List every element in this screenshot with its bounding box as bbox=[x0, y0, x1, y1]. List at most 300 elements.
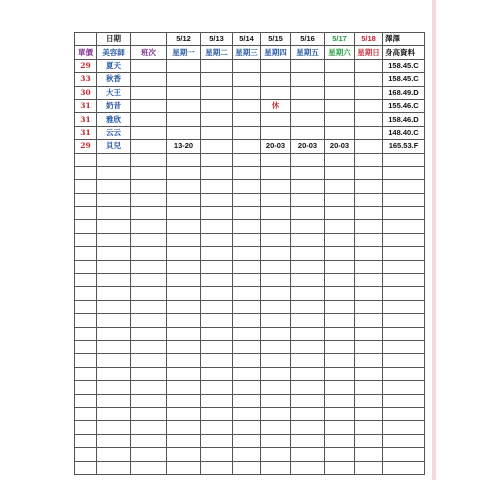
empty-cell bbox=[261, 407, 291, 420]
empty-row bbox=[75, 407, 425, 420]
empty-row bbox=[75, 193, 425, 206]
empty-row bbox=[75, 260, 425, 273]
beautician-name-cell: 夏天 bbox=[97, 59, 131, 72]
empty-cell bbox=[167, 287, 201, 300]
empty-row bbox=[75, 381, 425, 394]
empty-row bbox=[75, 461, 425, 474]
table-row bbox=[75, 140, 425, 153]
empty-cell bbox=[233, 327, 261, 340]
empty-cell bbox=[325, 247, 355, 260]
schedule-cell: 休 bbox=[261, 99, 291, 112]
empty-cell bbox=[167, 434, 201, 447]
schedule-cell bbox=[167, 126, 201, 139]
schedule-cell bbox=[167, 99, 201, 112]
empty-cell bbox=[97, 367, 131, 380]
empty-cell bbox=[97, 340, 131, 353]
empty-cell bbox=[383, 434, 425, 447]
empty-cell bbox=[383, 260, 425, 273]
schedule-cell bbox=[233, 99, 261, 112]
empty-row bbox=[75, 434, 425, 447]
empty-cell bbox=[131, 287, 167, 300]
schedule-cell: 13-20 bbox=[167, 140, 201, 153]
empty-cell bbox=[291, 287, 325, 300]
shift-cell bbox=[131, 73, 167, 86]
empty-cell bbox=[233, 153, 261, 166]
empty-cell bbox=[291, 207, 325, 220]
empty-cell bbox=[75, 461, 97, 474]
empty-cell bbox=[201, 287, 233, 300]
empty-cell bbox=[325, 327, 355, 340]
empty-cell bbox=[167, 381, 201, 394]
empty-cell bbox=[355, 287, 383, 300]
empty-cell bbox=[355, 367, 383, 380]
shift-cell bbox=[131, 59, 167, 72]
schedule-cell bbox=[261, 73, 291, 86]
top-right-label: 澤澤 bbox=[383, 33, 425, 46]
schedule-cell bbox=[261, 126, 291, 139]
empty-cell bbox=[201, 448, 233, 461]
empty-row bbox=[75, 153, 425, 166]
weekday-cell: 星期四 bbox=[261, 46, 291, 59]
empty-cell bbox=[167, 354, 201, 367]
schedule-cell bbox=[355, 99, 383, 112]
empty-cell bbox=[291, 327, 325, 340]
empty-cell bbox=[97, 193, 131, 206]
empty-row bbox=[75, 314, 425, 327]
empty-cell bbox=[291, 314, 325, 327]
empty-cell bbox=[291, 166, 325, 179]
empty-cell bbox=[261, 260, 291, 273]
empty-cell bbox=[233, 407, 261, 420]
empty-cell bbox=[355, 220, 383, 233]
empty-row bbox=[75, 274, 425, 287]
empty-cell bbox=[383, 220, 425, 233]
empty-cell bbox=[201, 193, 233, 206]
empty-cell bbox=[355, 327, 383, 340]
beautician-name-cell: 奶昔 bbox=[97, 99, 131, 112]
empty-cell bbox=[97, 287, 131, 300]
empty-cell bbox=[201, 367, 233, 380]
height-info-cell: 168.49.D bbox=[383, 86, 425, 99]
empty-cell bbox=[355, 340, 383, 353]
empty-cell bbox=[291, 448, 325, 461]
empty-cell bbox=[291, 367, 325, 380]
empty-cell bbox=[291, 180, 325, 193]
table-row bbox=[75, 59, 425, 72]
empty-cell bbox=[233, 233, 261, 246]
empty-cell bbox=[97, 314, 131, 327]
schedule-cell bbox=[325, 99, 355, 112]
empty-cell bbox=[75, 434, 97, 447]
empty-cell bbox=[261, 381, 291, 394]
empty-cell bbox=[131, 274, 167, 287]
header-row-dates bbox=[75, 33, 425, 46]
empty-cell bbox=[97, 381, 131, 394]
empty-cell bbox=[131, 461, 167, 474]
empty-cell bbox=[383, 314, 425, 327]
schedule-cell bbox=[325, 113, 355, 126]
empty-cell bbox=[75, 233, 97, 246]
empty-cell bbox=[97, 233, 131, 246]
empty-cell bbox=[75, 381, 97, 394]
empty-cell bbox=[201, 220, 233, 233]
beautician-name-cell: 大王 bbox=[97, 86, 131, 99]
empty-cell bbox=[325, 287, 355, 300]
empty-cell bbox=[291, 260, 325, 273]
empty-cell bbox=[325, 461, 355, 474]
empty-cell bbox=[131, 314, 167, 327]
empty-cell bbox=[201, 354, 233, 367]
empty-cell bbox=[325, 220, 355, 233]
empty-cell bbox=[131, 421, 167, 434]
empty-cell bbox=[261, 354, 291, 367]
empty-cell bbox=[75, 247, 97, 260]
empty-cell bbox=[97, 260, 131, 273]
empty-row bbox=[75, 166, 425, 179]
empty-cell bbox=[233, 247, 261, 260]
empty-cell bbox=[261, 207, 291, 220]
empty-cell bbox=[75, 220, 97, 233]
schedule-cell bbox=[201, 140, 233, 153]
empty-cell bbox=[131, 153, 167, 166]
schedule-cell bbox=[291, 126, 325, 139]
empty-cell bbox=[233, 274, 261, 287]
shift-cell bbox=[131, 113, 167, 126]
empty-cell bbox=[261, 233, 291, 246]
empty-cell bbox=[75, 193, 97, 206]
empty-cell bbox=[75, 367, 97, 380]
empty-cell bbox=[97, 421, 131, 434]
height-info-cell: 165.53.F bbox=[383, 140, 425, 153]
empty-cell bbox=[131, 327, 167, 340]
date-cell: 5/12 bbox=[167, 33, 201, 46]
profession-label: 美容師 bbox=[97, 46, 131, 59]
empty-cell bbox=[355, 166, 383, 179]
empty-cell bbox=[97, 153, 131, 166]
empty-cell bbox=[75, 207, 97, 220]
empty-cell bbox=[261, 394, 291, 407]
empty-cell bbox=[261, 461, 291, 474]
price-cell: 31 bbox=[75, 126, 97, 139]
empty-cell bbox=[383, 394, 425, 407]
empty-cell bbox=[355, 193, 383, 206]
empty-row bbox=[75, 354, 425, 367]
schedule-cell bbox=[355, 140, 383, 153]
schedule-cell bbox=[261, 113, 291, 126]
empty-row bbox=[75, 421, 425, 434]
schedule-cell bbox=[201, 86, 233, 99]
empty-cell bbox=[97, 207, 131, 220]
empty-cell bbox=[325, 180, 355, 193]
empty-cell bbox=[383, 166, 425, 179]
empty-cell bbox=[355, 300, 383, 313]
empty-cell bbox=[261, 367, 291, 380]
empty-cell bbox=[233, 166, 261, 179]
info-label: 身高資料 bbox=[383, 46, 425, 59]
empty-cell bbox=[97, 407, 131, 420]
empty-cell bbox=[291, 233, 325, 246]
empty-cell bbox=[201, 166, 233, 179]
empty-cell bbox=[325, 166, 355, 179]
empty-cell bbox=[383, 180, 425, 193]
empty-cell bbox=[291, 461, 325, 474]
shift-cell bbox=[131, 140, 167, 153]
empty-cell bbox=[261, 287, 291, 300]
empty-cell bbox=[261, 193, 291, 206]
schedule-cell bbox=[291, 113, 325, 126]
schedule-cell bbox=[291, 73, 325, 86]
empty-cell bbox=[325, 421, 355, 434]
empty-cell bbox=[131, 340, 167, 353]
empty-cell bbox=[75, 300, 97, 313]
schedule-cell bbox=[201, 113, 233, 126]
date-cell-saturday: 5/17 bbox=[325, 33, 355, 46]
empty-cell bbox=[201, 421, 233, 434]
empty-cell bbox=[233, 260, 261, 273]
empty-cell bbox=[325, 407, 355, 420]
empty-cell bbox=[325, 367, 355, 380]
empty-cell bbox=[97, 247, 131, 260]
header-blank-cell bbox=[75, 33, 97, 46]
height-info-cell: 158.45.C bbox=[383, 73, 425, 86]
empty-cell bbox=[167, 340, 201, 353]
empty-cell bbox=[201, 233, 233, 246]
empty-cell bbox=[383, 407, 425, 420]
schedule-cell bbox=[355, 59, 383, 72]
empty-cell bbox=[75, 287, 97, 300]
empty-cell bbox=[167, 153, 201, 166]
empty-cell bbox=[291, 394, 325, 407]
weekday-cell: 星期一 bbox=[167, 46, 201, 59]
empty-cell bbox=[291, 434, 325, 447]
empty-cell bbox=[291, 381, 325, 394]
beautician-name-cell: 云云 bbox=[97, 126, 131, 139]
schedule-cell bbox=[325, 126, 355, 139]
schedule-cell bbox=[201, 73, 233, 86]
date-cell: 5/13 bbox=[201, 33, 233, 46]
empty-cell bbox=[261, 421, 291, 434]
header-blank-cell bbox=[131, 33, 167, 46]
empty-cell bbox=[97, 220, 131, 233]
empty-cell bbox=[233, 394, 261, 407]
empty-cell bbox=[131, 233, 167, 246]
empty-cell bbox=[233, 367, 261, 380]
empty-cell bbox=[233, 381, 261, 394]
table-row bbox=[75, 86, 425, 99]
empty-cell bbox=[233, 180, 261, 193]
empty-row bbox=[75, 233, 425, 246]
empty-cell bbox=[97, 354, 131, 367]
empty-cell bbox=[167, 421, 201, 434]
empty-cell bbox=[355, 247, 383, 260]
schedule-cell bbox=[325, 73, 355, 86]
empty-cell bbox=[131, 193, 167, 206]
empty-cell bbox=[261, 314, 291, 327]
empty-cell bbox=[383, 153, 425, 166]
empty-cell bbox=[75, 340, 97, 353]
empty-cell bbox=[291, 340, 325, 353]
empty-cell bbox=[75, 260, 97, 273]
empty-cell bbox=[131, 434, 167, 447]
empty-cell bbox=[355, 260, 383, 273]
empty-cell bbox=[97, 461, 131, 474]
empty-row bbox=[75, 220, 425, 233]
empty-cell bbox=[201, 394, 233, 407]
empty-cell bbox=[233, 340, 261, 353]
empty-row bbox=[75, 340, 425, 353]
empty-cell bbox=[325, 314, 355, 327]
empty-cell bbox=[355, 207, 383, 220]
schedule-cell bbox=[167, 59, 201, 72]
beautician-name-cell: 秋香 bbox=[97, 73, 131, 86]
empty-cell bbox=[131, 407, 167, 420]
schedule-table bbox=[74, 32, 425, 475]
empty-cell bbox=[325, 193, 355, 206]
empty-cell bbox=[97, 448, 131, 461]
price-label: 單價 bbox=[75, 46, 97, 59]
empty-cell bbox=[167, 407, 201, 420]
table-row bbox=[75, 99, 425, 112]
schedule-cell bbox=[233, 86, 261, 99]
weekday-cell: 星期二 bbox=[201, 46, 233, 59]
empty-row bbox=[75, 180, 425, 193]
empty-cell bbox=[131, 354, 167, 367]
empty-cell bbox=[325, 394, 355, 407]
empty-cell bbox=[325, 207, 355, 220]
empty-cell bbox=[325, 381, 355, 394]
empty-cell bbox=[355, 394, 383, 407]
price-cell: 31 bbox=[75, 99, 97, 112]
empty-cell bbox=[233, 220, 261, 233]
empty-row bbox=[75, 287, 425, 300]
empty-row bbox=[75, 394, 425, 407]
empty-cell bbox=[383, 340, 425, 353]
schedule-cell bbox=[201, 99, 233, 112]
table-row bbox=[75, 113, 425, 126]
empty-cell bbox=[75, 354, 97, 367]
empty-cell bbox=[261, 153, 291, 166]
empty-cell bbox=[383, 354, 425, 367]
empty-cell bbox=[75, 314, 97, 327]
empty-cell bbox=[201, 314, 233, 327]
empty-cell bbox=[355, 233, 383, 246]
shift-cell bbox=[131, 126, 167, 139]
empty-cell bbox=[261, 166, 291, 179]
empty-cell bbox=[355, 448, 383, 461]
empty-cell bbox=[97, 394, 131, 407]
weekday-cell-sunday: 星期日 bbox=[355, 46, 383, 59]
height-info-cell: 155.46.C bbox=[383, 99, 425, 112]
empty-cell bbox=[383, 287, 425, 300]
schedule-cell bbox=[355, 73, 383, 86]
beautician-name-cell: 貝兒 bbox=[97, 140, 131, 153]
empty-cell bbox=[131, 381, 167, 394]
empty-cell bbox=[325, 434, 355, 447]
empty-cell bbox=[233, 354, 261, 367]
empty-cell bbox=[131, 394, 167, 407]
empty-cell bbox=[291, 274, 325, 287]
empty-cell bbox=[291, 421, 325, 434]
empty-row bbox=[75, 327, 425, 340]
empty-cell bbox=[325, 354, 355, 367]
empty-cell bbox=[355, 421, 383, 434]
empty-cell bbox=[383, 207, 425, 220]
empty-cell bbox=[201, 153, 233, 166]
schedule-cell bbox=[355, 86, 383, 99]
header-row-labels bbox=[75, 46, 425, 59]
empty-cell bbox=[355, 153, 383, 166]
price-cell: 29 bbox=[75, 140, 97, 153]
empty-cell bbox=[167, 220, 201, 233]
empty-cell bbox=[97, 327, 131, 340]
empty-cell bbox=[233, 448, 261, 461]
empty-cell bbox=[75, 153, 97, 166]
empty-cell bbox=[383, 448, 425, 461]
empty-cell bbox=[75, 180, 97, 193]
empty-cell bbox=[233, 193, 261, 206]
empty-cell bbox=[97, 300, 131, 313]
empty-row bbox=[75, 448, 425, 461]
empty-cell bbox=[325, 274, 355, 287]
empty-cell bbox=[167, 300, 201, 313]
empty-cell bbox=[325, 153, 355, 166]
empty-cell bbox=[355, 434, 383, 447]
empty-cell bbox=[167, 367, 201, 380]
empty-cell bbox=[131, 448, 167, 461]
empty-cell bbox=[233, 421, 261, 434]
schedule-cell bbox=[233, 73, 261, 86]
empty-cell bbox=[355, 381, 383, 394]
empty-cell bbox=[261, 327, 291, 340]
empty-cell bbox=[201, 327, 233, 340]
empty-cell bbox=[167, 166, 201, 179]
schedule-cell bbox=[291, 59, 325, 72]
empty-cell bbox=[201, 461, 233, 474]
empty-cell bbox=[167, 207, 201, 220]
empty-cell bbox=[97, 434, 131, 447]
empty-cell bbox=[201, 180, 233, 193]
empty-cell bbox=[261, 448, 291, 461]
empty-cell bbox=[167, 327, 201, 340]
empty-cell bbox=[131, 247, 167, 260]
table-row bbox=[75, 126, 425, 139]
empty-cell bbox=[233, 461, 261, 474]
empty-cell bbox=[383, 300, 425, 313]
empty-cell bbox=[167, 448, 201, 461]
empty-cell bbox=[201, 407, 233, 420]
empty-cell bbox=[291, 193, 325, 206]
empty-cell bbox=[233, 300, 261, 313]
date-cell: 5/15 bbox=[261, 33, 291, 46]
empty-cell bbox=[75, 394, 97, 407]
empty-cell bbox=[233, 434, 261, 447]
empty-cell bbox=[201, 381, 233, 394]
empty-cell bbox=[383, 247, 425, 260]
height-info-cell: 158.46.D bbox=[383, 113, 425, 126]
date-cell: 5/14 bbox=[233, 33, 261, 46]
empty-cell bbox=[167, 247, 201, 260]
date-cell: 5/16 bbox=[291, 33, 325, 46]
schedule-cell bbox=[291, 86, 325, 99]
price-cell: 31 bbox=[75, 113, 97, 126]
page-edge bbox=[432, 0, 436, 480]
empty-cell bbox=[325, 448, 355, 461]
empty-cell bbox=[201, 300, 233, 313]
schedule-cell bbox=[233, 140, 261, 153]
empty-cell bbox=[131, 180, 167, 193]
empty-cell bbox=[131, 260, 167, 273]
schedule-cell bbox=[325, 59, 355, 72]
